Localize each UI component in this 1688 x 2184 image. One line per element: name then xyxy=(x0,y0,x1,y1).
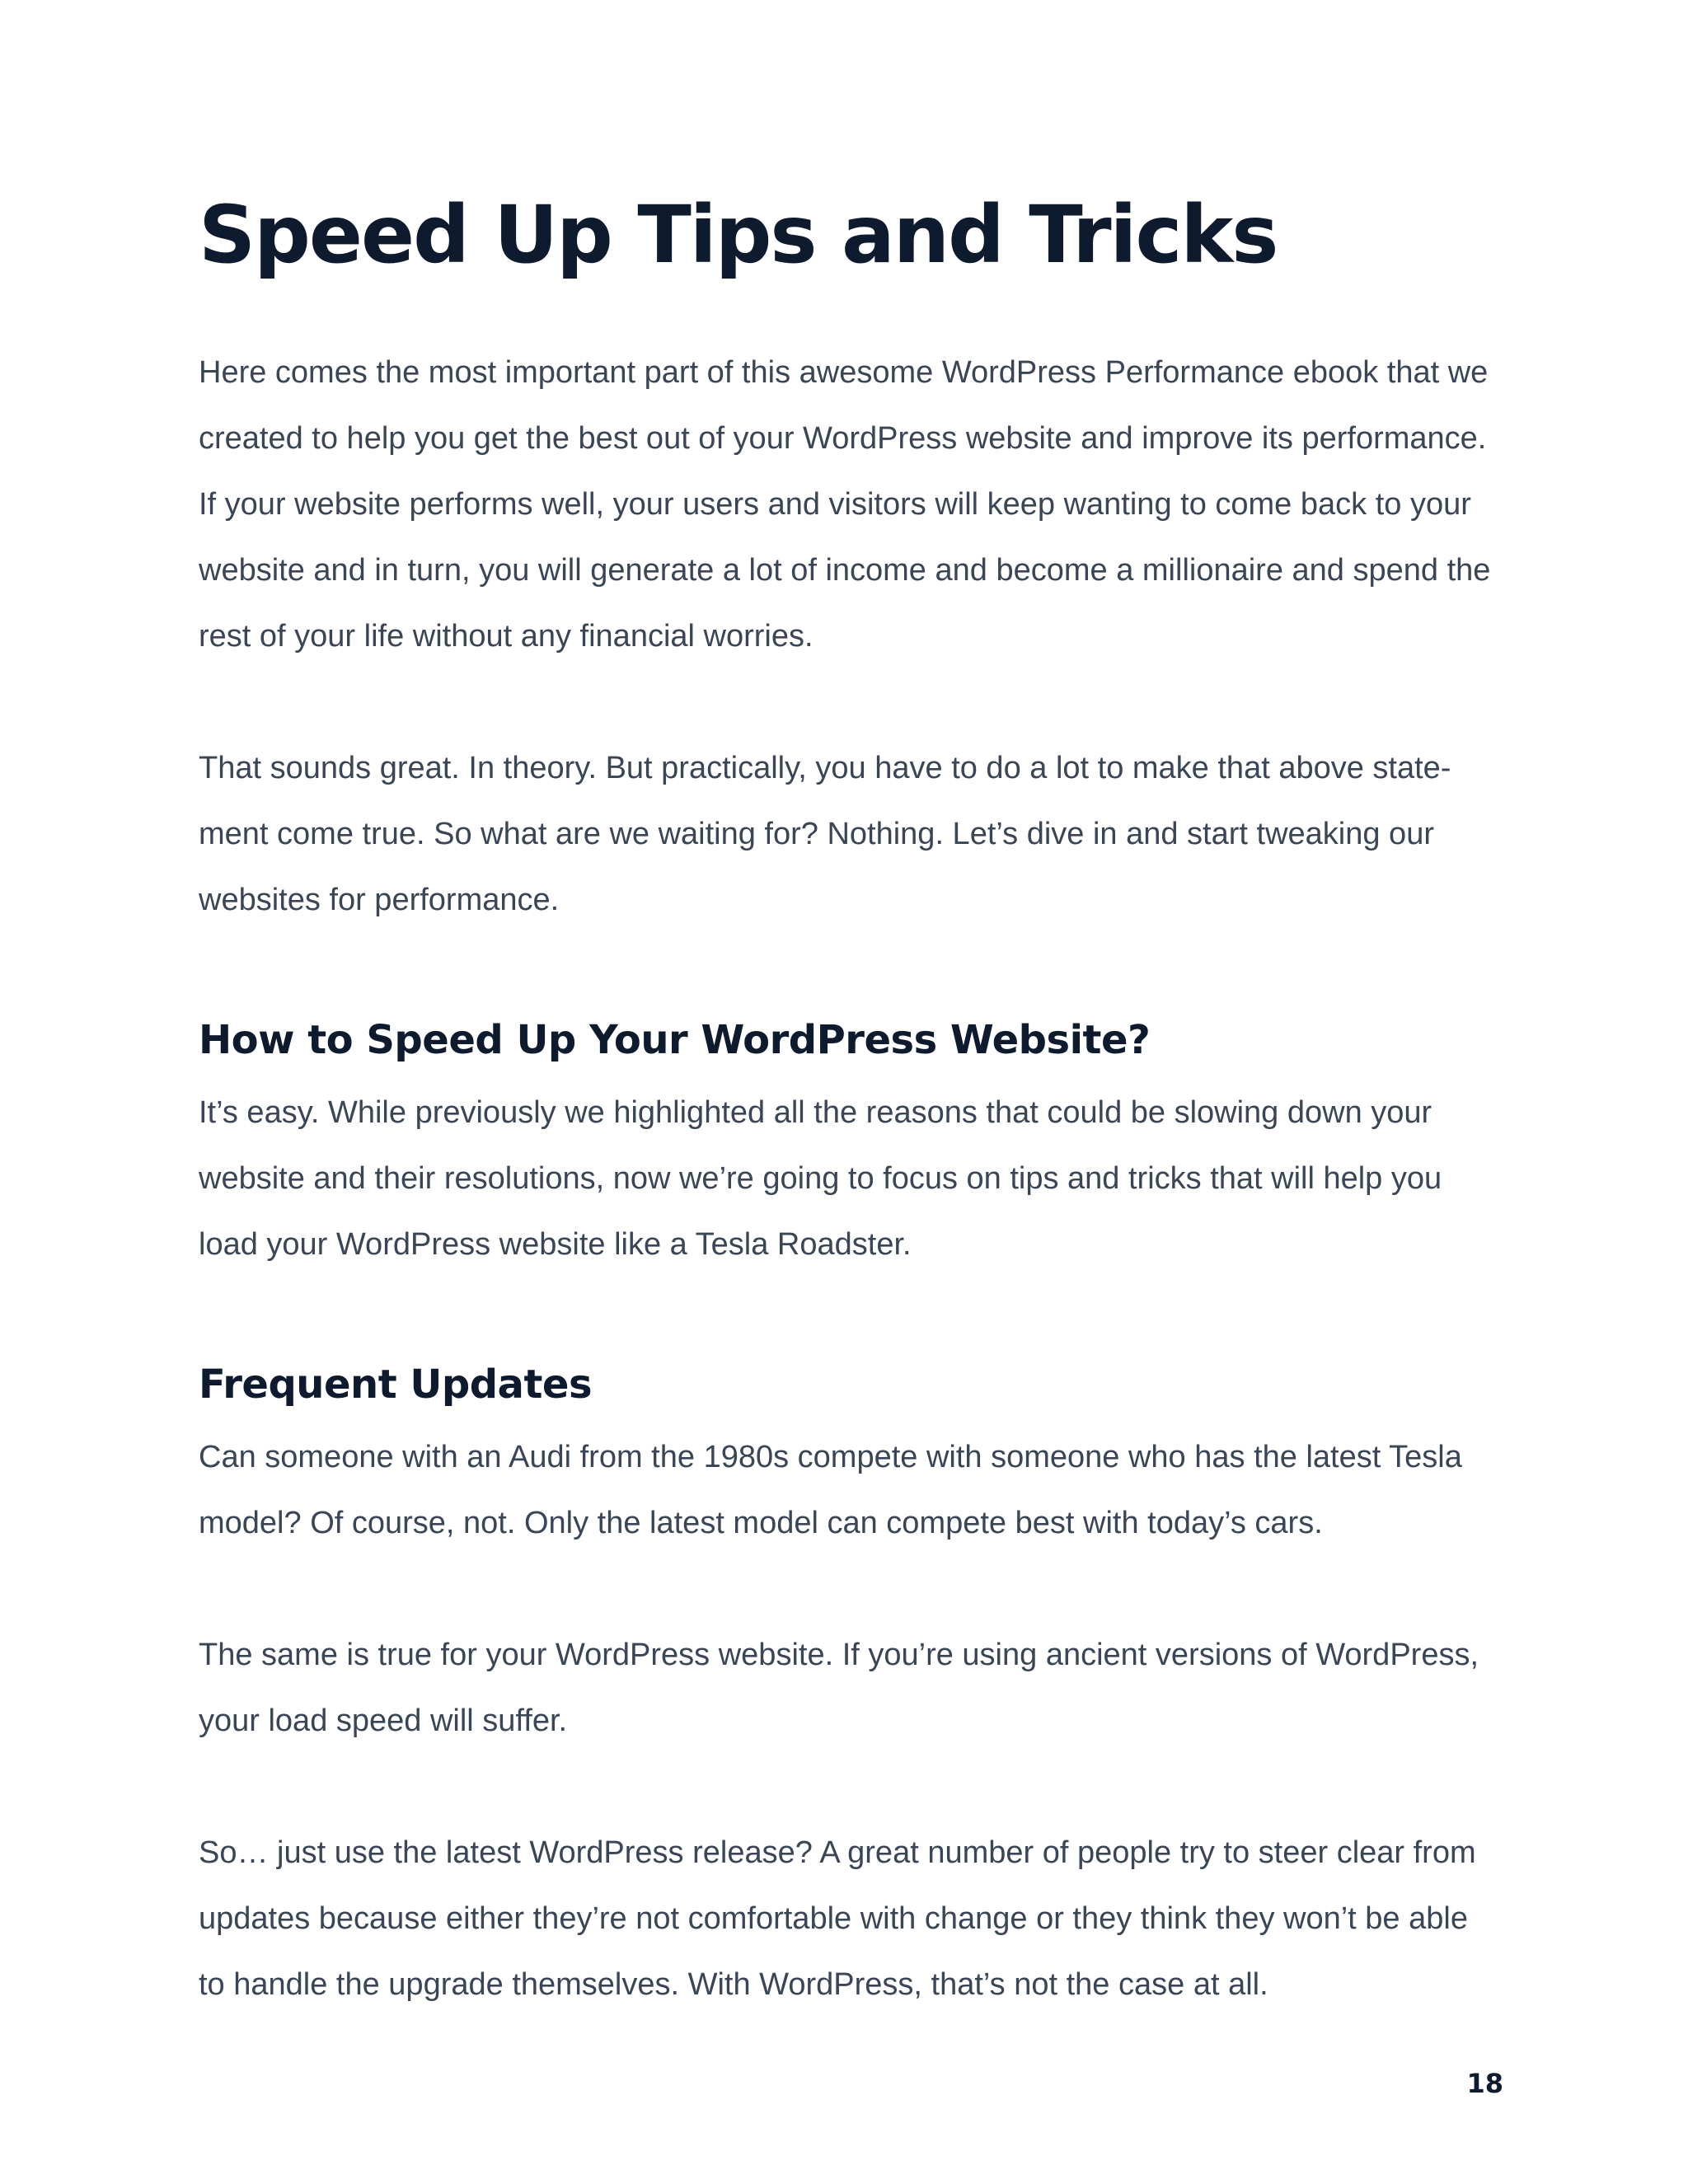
updates-paragraph-1: Can someone with an Audi from the 1980s compete with someone who has the latest Tesla model? Of course, not. Only the latest model can compete best with today’s cars. xyxy=(199,1440,1462,1540)
intro-paragraph-1: Here comes the most important part of this awesome WordPress Performance ebook that we created to help you get the best out of your WordPress website and improve its performance. If your website performs well, your users and visitors will keep wanting to come back to your website and in turn, you will generate a lot of income and become a millionaire and spend the rest of your life without any financial worries. xyxy=(199,355,1491,654)
intro-paragraph-2: That sounds great. In theory. But practically, you have to do a lot to make that above statement come true. So what are we waiting for? Nothing. Let’s dive in and start tweaking our websites for performance. xyxy=(199,751,1451,917)
page-content xyxy=(199,185,1501,2018)
speed-up-paragraph-1: It’s easy. While previously we highlighted all the reasons that could be slowing down your website and their resolutions, now we’re going to focus on tips and tricks that will help you load your WordPress website like a Tesla Roadster. xyxy=(199,1095,1442,1262)
page-number: 18 xyxy=(1466,2068,1503,2099)
section-heading-speed-up: How to Speed Up Your WordPress Website? xyxy=(199,1017,1151,1063)
updates-paragraph-2: The same is true for your WordPress website. If you’re using ancient versions of WordPress, your load speed will suffer. xyxy=(199,1638,1479,1738)
page-title: Speed Up Tips and Tricks xyxy=(199,189,1278,281)
updates-paragraph-3: So… just use the latest WordPress release? A great number of people try to steer clear from updates because either they’re not comfortable with change or they think they won’t be able to handle the upgrade themselves. With WordPress, that’s not the case at all. xyxy=(199,1835,1476,2002)
section-heading-frequent-updates: Frequent Updates xyxy=(199,1361,593,1408)
